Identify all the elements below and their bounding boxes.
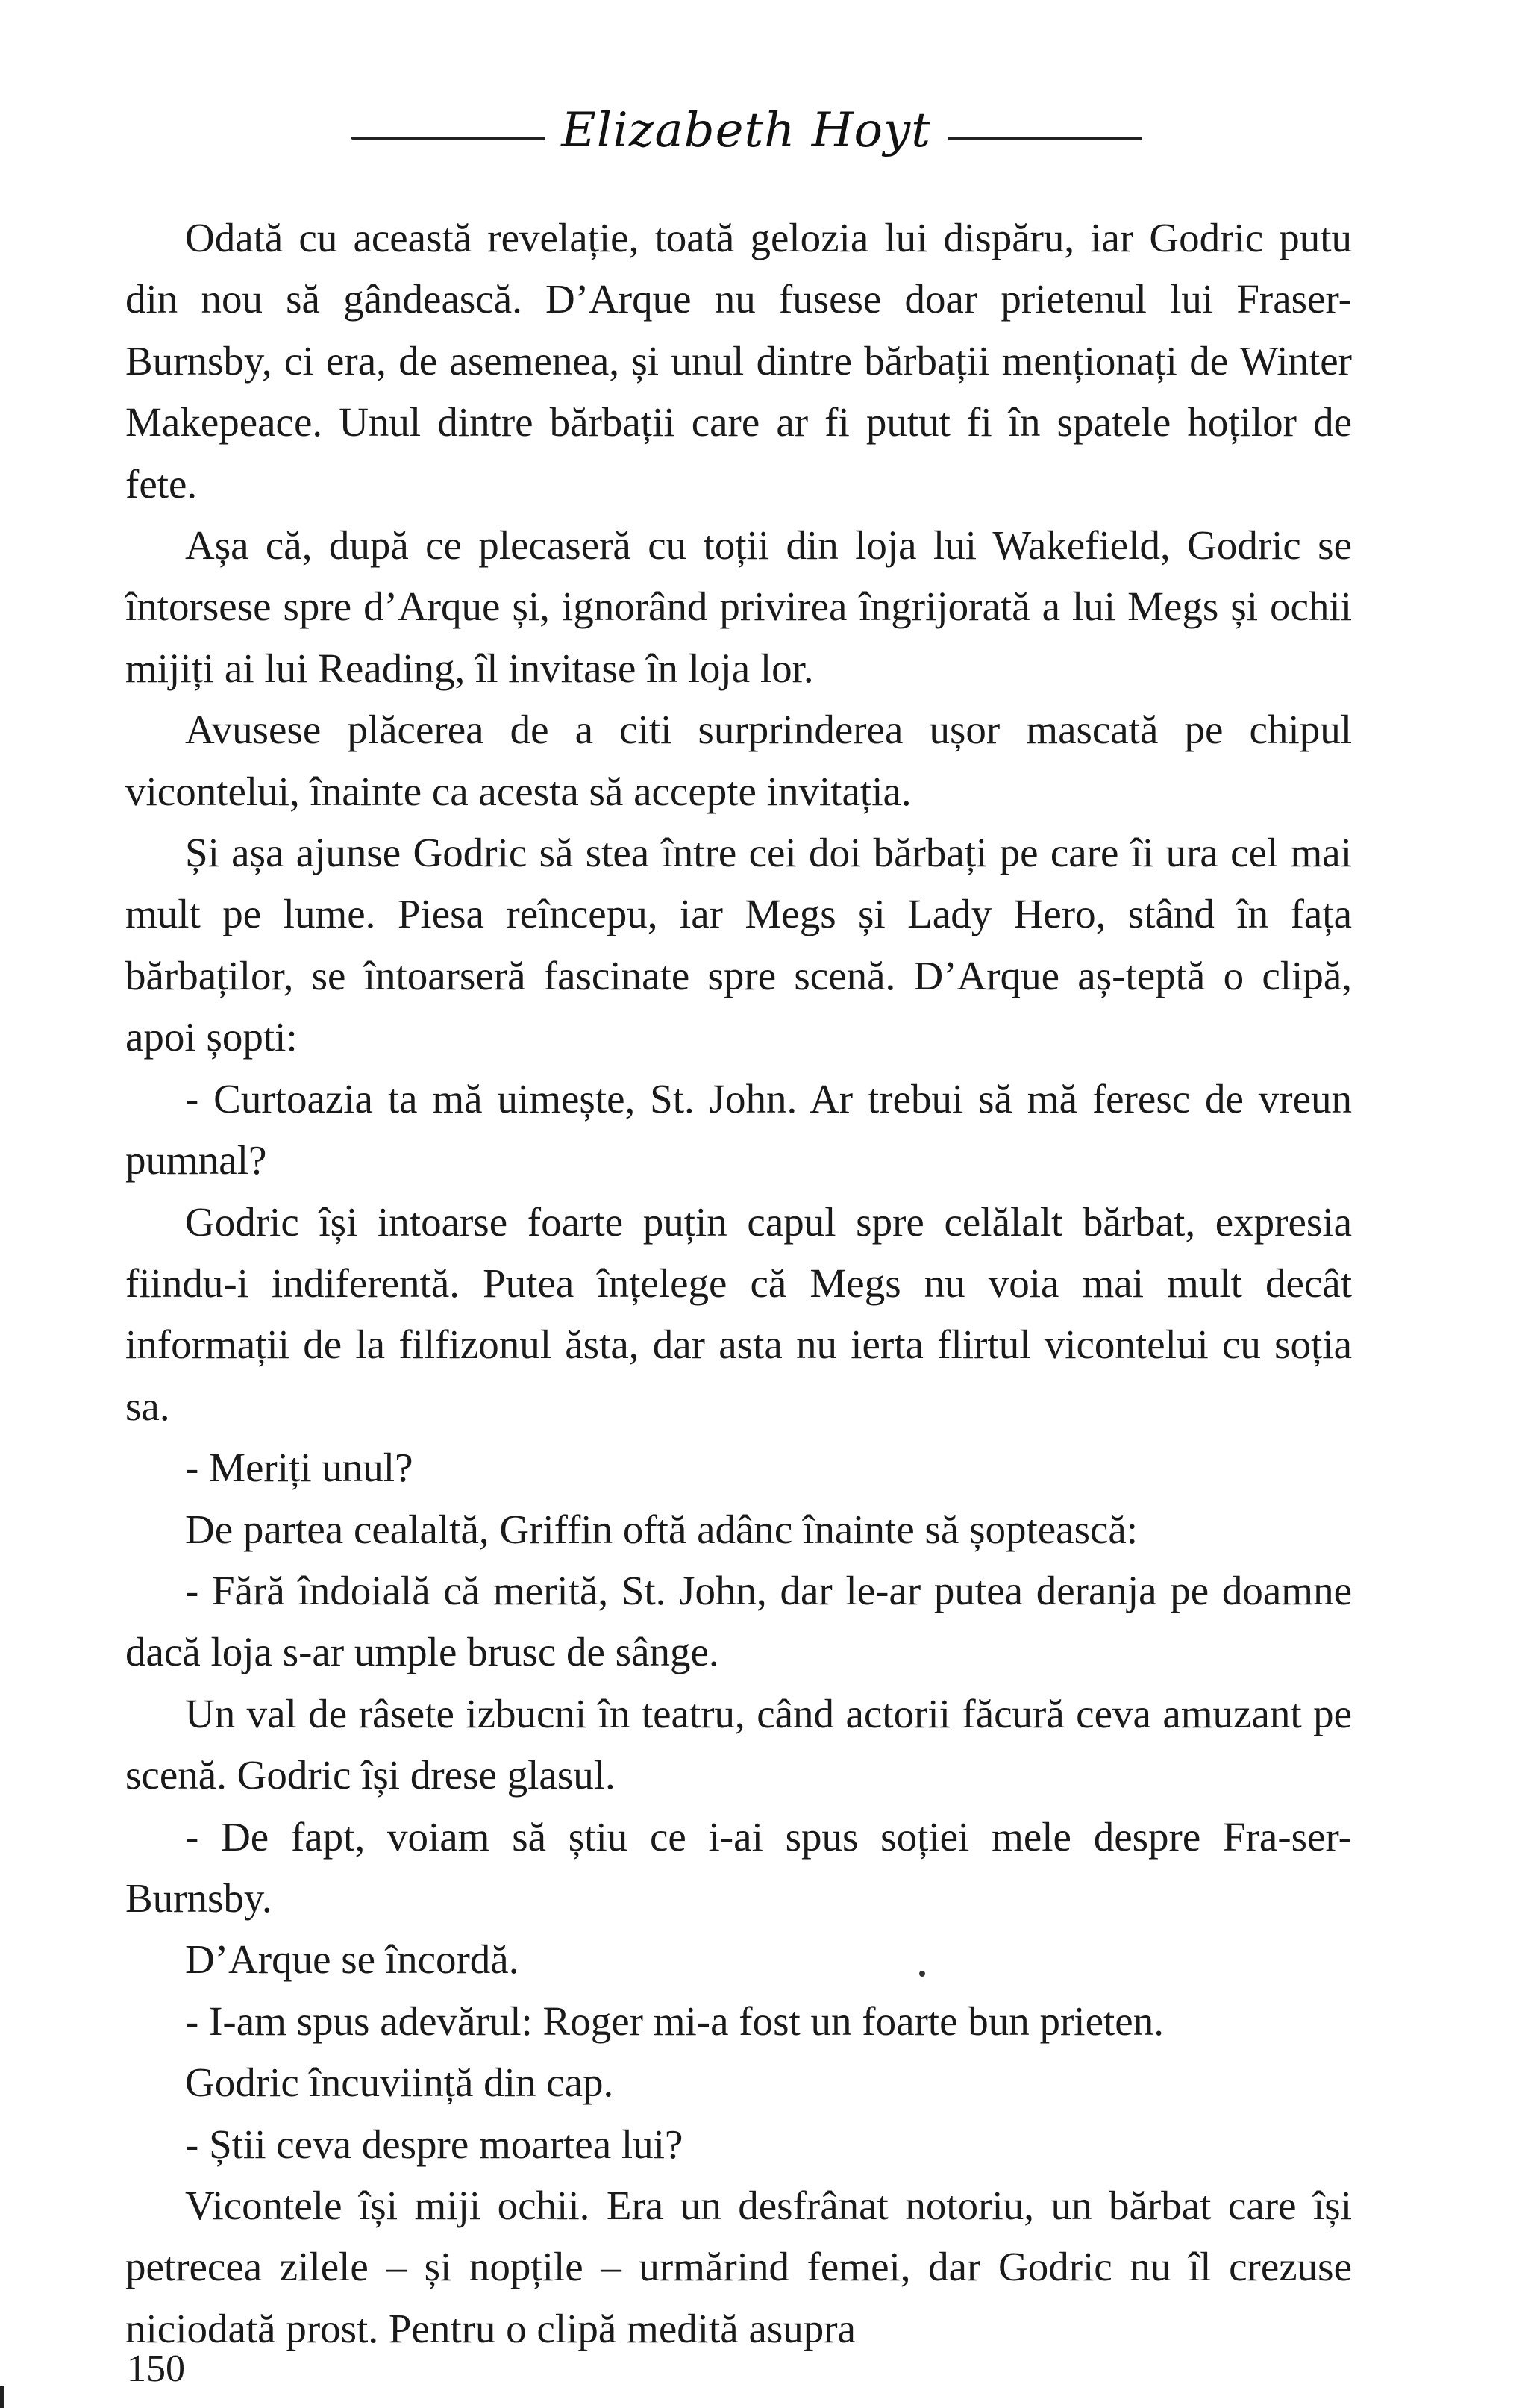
dialogue-line: - Fără îndoială că merită, St. John, dar le-ar putea deranja pe doamne dacă loja s-ar umple brusc de sânge. bbox=[125, 1567, 1352, 1675]
body-text bbox=[125, 207, 1352, 2359]
header-rule-left bbox=[351, 137, 545, 140]
paragraph: Un val de râsete izbucni în teatru, când actorii făcură ceva amuzant pe scenă. Godric își drese glasul. bbox=[125, 1690, 1352, 1798]
running-header bbox=[351, 90, 1142, 172]
paragraph: Și așa ajunse Godric să stea între cei doi bărbați pe care îi ura cel mai mult pe lume. Piesa reîncepu, iar Megs și Lady Hero, stând în fața bărbaților, se întoarseră fascinate spre scenă. D’Arque aș-teptă o clipă, apoi șopti: bbox=[125, 830, 1352, 1060]
dialogue-line: - Meriți unul? bbox=[185, 1445, 413, 1491]
paragraph: Godric își intoarse foarte puțin capul spre celălalt bărbat, expresia fiindu-i indiferentă. Putea înțelege că Megs nu voia mai mult decât informații de la filfizonul ăsta, dar asta nu ierta flirtul vicontelui cu soția sa. bbox=[125, 1198, 1352, 1429]
page-number: 150 bbox=[127, 2348, 185, 2390]
paragraph: De partea cealaltă, Griffin oftă adânc înainte să șoptească: bbox=[185, 1506, 1139, 1552]
paragraph: Godric încuviință din cap. bbox=[185, 2060, 614, 2106]
dialogue-line: - De fapt, voiam să știu ce i-ai spus soției mele despre Fra-ser-Burnsby. bbox=[125, 1813, 1352, 1921]
paragraph: D’Arque se încordă. bbox=[185, 1936, 519, 1983]
paragraph: Avusese plăcerea de a citi surprinderea ușor mascată pe chipul vicontelui, înainte ca acesta să accepte invitația. bbox=[125, 707, 1352, 814]
dialogue-line: - Curtoazia ta mă uimește, St. John. Ar trebui să mă feresc de vreun pumnal? bbox=[125, 1075, 1352, 1183]
paragraph: Vicontele își miji ochii. Era un desfrânat notoriu, un bărbat care își petrecea zilele – și nopțile – urmărind femei, dar Godric nu îl crezuse niciodată prost. Pentru o clipă medită asupra bbox=[125, 2183, 1352, 2351]
header-rule-right bbox=[948, 137, 1142, 140]
dialogue-line: - I-am spus adevărul: Roger mi-a fost un foarte bun prieten. bbox=[185, 1998, 1164, 2044]
paragraph: Odată cu această revelație, toată gelozia lui dispăru, iar Godric putu din nou să gândească. D’Arque nu fusese doar prietenul lui Fraser-Burnsby, ci era, de asemenea, și unul dintre bărbații menționați de Winter Makepeace. Unul dintre bărbații care ar fi putut fi în spatele hoților de fete. bbox=[125, 215, 1352, 507]
dialogue-line: - Știi ceva despre moartea lui? bbox=[185, 2121, 683, 2167]
scan-edge-mark bbox=[0, 2386, 4, 2408]
header-author-title: Elizabeth Hoyt bbox=[561, 103, 931, 158]
paragraph: Așa că, după ce plecaseră cu toții din loja lui Wakefield, Godric se întorsese spre d’Arque și, ignorând privirea îngrijorată a lui Megs și ochii mijiți ai lui Reading, îl invitase în loja lor. bbox=[125, 522, 1352, 691]
